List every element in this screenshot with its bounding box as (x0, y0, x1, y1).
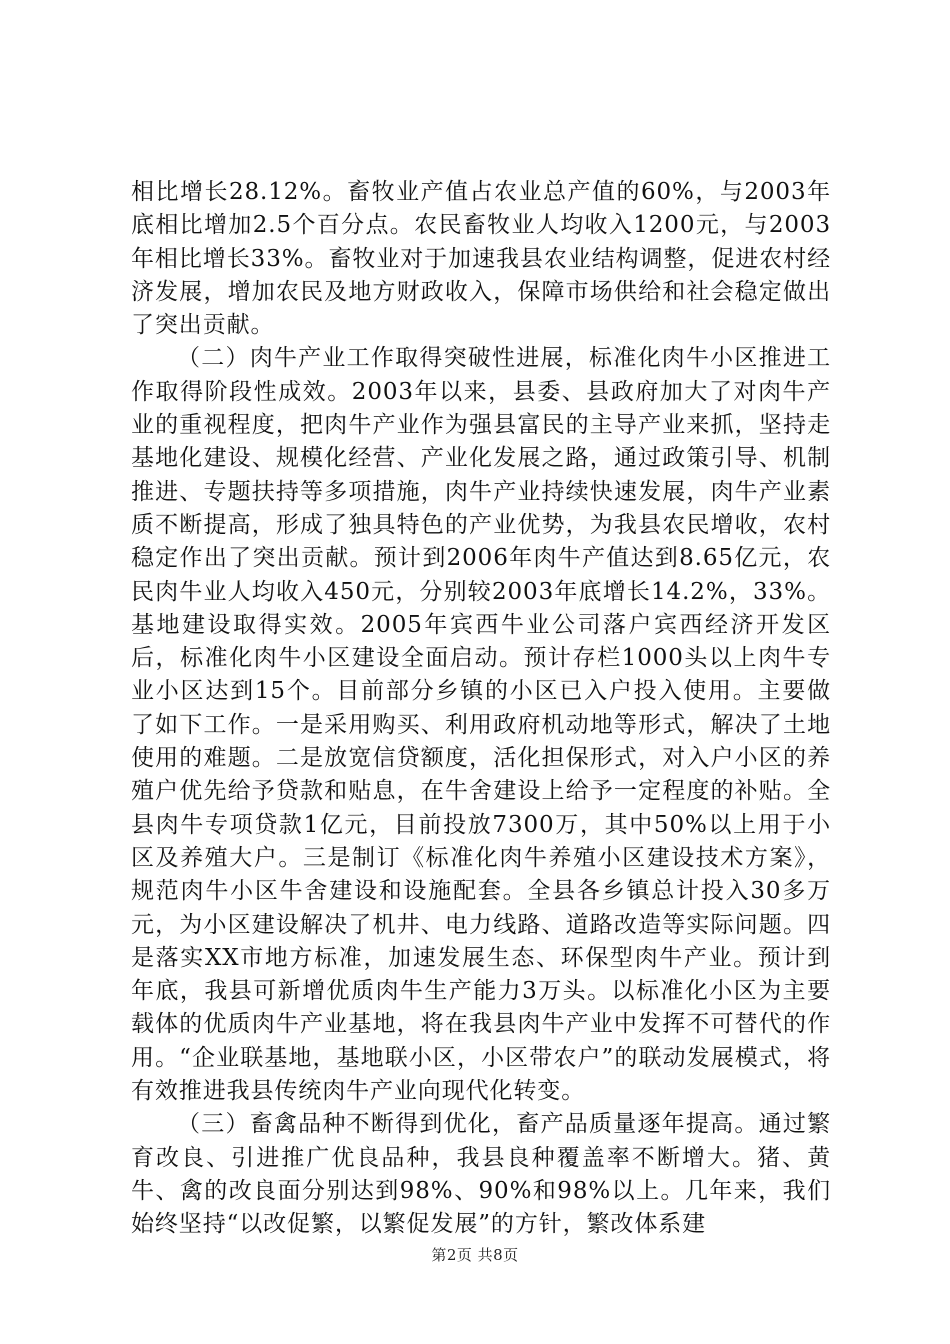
paragraph-breed-improvement: （三）畜禽品种不断得到优化，畜产品质量逐年提高。通过繁育改良、引进推广优良品种，我县良种覆盖率不断增大。猪、黄牛、禽的改良面分别达到98%、90%和98%以上。几年来，我们始终坚持“以改促繁，以繁促发展”的方针，繁改体系建 (131, 1111, 831, 1238)
body-text (131, 176, 831, 1242)
page-number-footer: 第2页 共8页 (431, 1246, 519, 1264)
paragraph-beef-industry: （二）肉牛产业工作取得突破性进展，标准化肉牛小区推进工作取得阶段性成效。2003年以来，县委、县政府加大了对肉牛产业的重视程度，把肉牛产业作为强县富民的主导产业来抓，坚持走基地化建设、规模化经营、产业化发展之路，通过政策引导、机制推进、专题扶持等多项措施，肉牛产业持续快速发展，肉牛产业素质不断提高，形成了独具特色的产业优势，为我县农民增收，农村稳定作出了突出贡献。预计到2006年肉牛产值达到8.65亿元，农民肉牛业人均收入450元，分别较2003年底增长14.2%，33%。基地建设取得实效。2005年宾西牛业公司落户宾西经济开发区后，标准化肉牛小区建设全面启动。预计存栏1000头以上肉牛专业小区达到15个。目前部分乡镇的小区已入户投入使用。主要做了如下工作。一是采用购买、利用政府机动地等形式，解决了土地使用的难题。二是放宽信贷额度，活化担保形式，对入户小区的养殖户优先给予贷款和贴息，在牛舍建设上给予一定程度的补贴。全县肉牛专项贷款1亿元，目前投放7300万，其中50%以上用于小区及养殖大户。三是制订《标准化肉牛养殖小区建设技术方案》，规范肉牛小区牛舍建设和设施配套。全县各乡镇总计投入30多万元，为小区建设解决了机井、电力线路、道路改造等实际问题。四是落实XX市地方标准，加速发展生态、环保型肉牛产业。预计到年底，我县可新增优质肉牛生产能力3万头。以标准化小区为主要载体的优质肉牛产业基地，将在我县肉牛产业中发挥不可替代的作用。“企业联基地，基地联小区，小区带农户”的联动发展模式，将有效推进我县传统肉牛产业向现代化转变。 (131, 345, 831, 1105)
paragraph-livestock-growth: 相比增长28.12%。畜牧业产值占农业总产值的60%，与2003年底相比增加2.5个百分点。农民畜牧业人均收入1200元，与2003年相比增长33%。畜牧业对于加速我县农业结构调整，促进农村经济发展，增加农民及地方财政收入，保障市场供给和社会稳定做出了突出贡献。 (131, 179, 831, 339)
